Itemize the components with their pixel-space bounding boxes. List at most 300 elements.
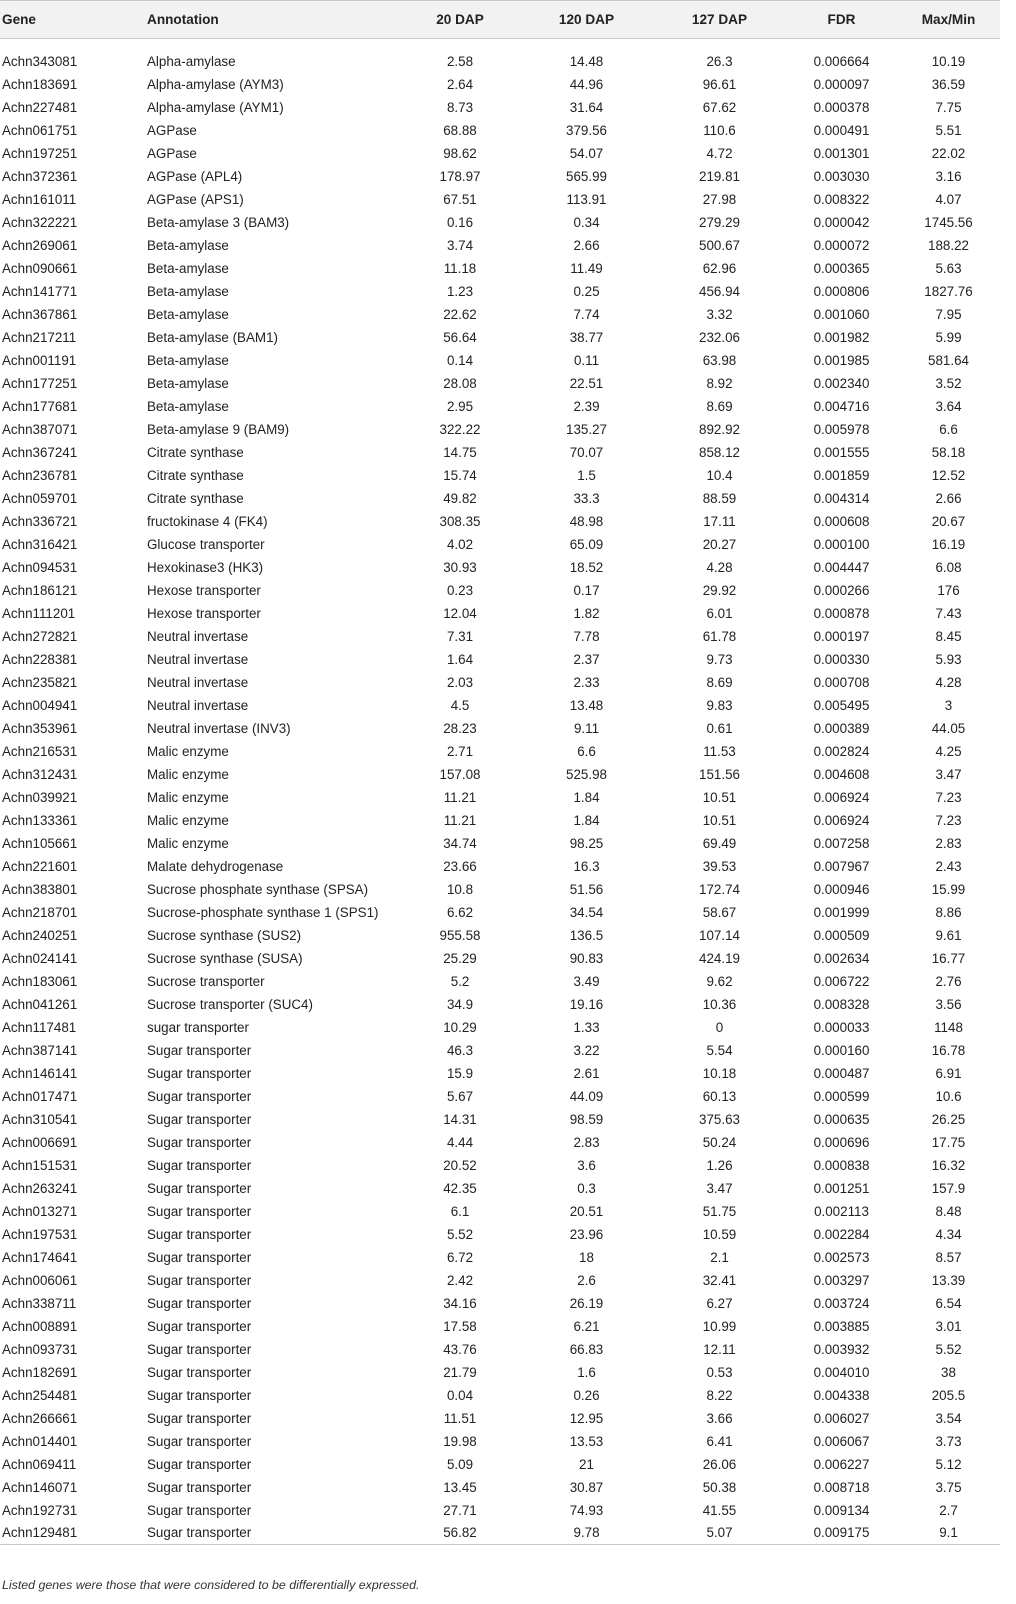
dap127-cell: 8.69 xyxy=(706,398,733,414)
dap20-cell: 67.51 xyxy=(443,191,477,207)
gene-cell: Achn174641 xyxy=(2,1249,78,1265)
annotation-cell: AGPase (APL4) xyxy=(147,168,243,184)
dap120-cell: 70.07 xyxy=(569,444,604,460)
table-row xyxy=(0,763,1000,786)
dap127-cell: 27.98 xyxy=(702,191,737,207)
dap120-cell: 98.59 xyxy=(569,1111,604,1127)
annotation-cell: Sugar transporter xyxy=(147,1249,252,1265)
annotation-cell: Sugar transporter xyxy=(147,1157,252,1173)
max-min-cell: 3.47 xyxy=(935,766,962,782)
dap127-cell: 17.11 xyxy=(703,513,736,529)
dap120-cell: 0.34 xyxy=(573,214,600,230)
dap127-cell: 151.56 xyxy=(699,766,740,782)
header-127-dap: 127 DAP xyxy=(653,1,786,39)
annotation-cell: Sucrose synthase (SUS2) xyxy=(147,927,302,943)
dap127-cell: 8.69 xyxy=(706,674,733,690)
max-min-cell: 1148 xyxy=(934,1019,963,1035)
fdr-cell: 0.000378 xyxy=(813,99,870,115)
annotation-cell: Sugar transporter xyxy=(147,1180,252,1196)
dap20-cell: 98.62 xyxy=(443,145,477,161)
dap127-cell: 6.01 xyxy=(706,605,733,621)
gene-cell: Achn227481 xyxy=(2,99,78,115)
dap120-cell: 33.3 xyxy=(573,490,600,506)
max-min-cell: 4.25 xyxy=(935,743,962,759)
fdr-cell: 0.002340 xyxy=(813,375,870,391)
max-min-cell: 6.91 xyxy=(935,1065,962,1081)
dap127-cell: 279.29 xyxy=(699,214,740,230)
table-row xyxy=(0,1108,1000,1131)
table-row xyxy=(0,464,1000,487)
dap120-cell: 98.25 xyxy=(569,835,604,851)
max-min-cell: 10.19 xyxy=(931,53,966,69)
dap20-cell: 42.35 xyxy=(443,1180,477,1196)
fdr-cell: 0.000330 xyxy=(813,651,870,667)
dap127-cell: 5.07 xyxy=(653,1522,786,1545)
dap20-cell: 2.71 xyxy=(446,743,474,759)
dap20-cell: 25.29 xyxy=(443,950,477,966)
fdr-cell: 0.000708 xyxy=(813,674,870,690)
max-min-cell: 2.83 xyxy=(935,835,962,851)
dap120-cell: 3.49 xyxy=(573,973,600,989)
annotation-cell: Citrate synthase xyxy=(147,490,244,506)
max-min-cell: 176 xyxy=(937,582,960,598)
dap120-cell: 14.48 xyxy=(569,53,604,69)
fdr-cell: 0.000160 xyxy=(813,1042,870,1058)
fdr-cell: 0.006664 xyxy=(813,53,870,69)
gene-cell: Achn192731 xyxy=(2,1502,78,1518)
gene-cell: Achn240251 xyxy=(2,927,78,943)
annotation-cell: Sucrose phosphate synthase (SPSA) xyxy=(147,881,369,897)
fdr-cell: 0.000072 xyxy=(813,237,870,253)
dap20-cell: 8.73 xyxy=(446,99,474,115)
table-row xyxy=(0,648,1000,671)
gene-cell: Achn059701 xyxy=(2,490,78,506)
max-min-cell: 4.07 xyxy=(935,191,962,207)
dap127-cell: 172.74 xyxy=(699,881,740,897)
fdr-cell: 0.006722 xyxy=(813,973,870,989)
max-min-cell: 22.02 xyxy=(931,145,966,161)
dap20-cell: 6.72 xyxy=(446,1249,474,1265)
dap120-cell: 2.66 xyxy=(573,237,600,253)
max-min-cell: 2.66 xyxy=(935,490,962,506)
dap120-cell: 20.51 xyxy=(569,1203,604,1219)
max-min-cell: 44.05 xyxy=(931,720,966,736)
fdr-cell: 0.002634 xyxy=(813,950,870,966)
dap20-cell: 19.98 xyxy=(443,1433,477,1449)
annotation-cell: Sugar transporter xyxy=(147,1134,252,1150)
table-row xyxy=(0,119,1000,142)
max-min-cell: 15.99 xyxy=(931,881,966,897)
dap120-cell: 44.96 xyxy=(569,76,604,92)
dap20-cell: 34.16 xyxy=(443,1295,477,1311)
dap120-cell: 379.56 xyxy=(566,122,607,138)
dap120-cell: 9.11 xyxy=(573,720,600,736)
table-row xyxy=(0,1269,1000,1292)
dap20-cell: 4.44 xyxy=(446,1134,474,1150)
dap120-cell: 0.3 xyxy=(577,1180,596,1196)
fdr-cell: 0.002113 xyxy=(814,1203,869,1219)
gene-cell: Achn069411 xyxy=(2,1456,77,1472)
gene-cell: Achn367241 xyxy=(2,444,78,460)
max-min-cell: 157.9 xyxy=(931,1180,966,1196)
dap120-cell: 90.83 xyxy=(569,950,604,966)
dap127-cell: 10.4 xyxy=(706,467,733,483)
dap20-cell: 5.09 xyxy=(446,1456,474,1472)
dap20-cell: 3.74 xyxy=(446,237,474,253)
dap127-cell: 6.27 xyxy=(706,1295,733,1311)
annotation-cell: Neutral invertase xyxy=(147,674,249,690)
annotation-cell: Beta-amylase xyxy=(147,306,229,322)
max-min-cell: 2.7 xyxy=(939,1502,958,1518)
dap127-cell: 9.62 xyxy=(706,973,733,989)
gene-cell: Achn013271 xyxy=(2,1203,78,1219)
header-120-dap: 120 DAP xyxy=(520,1,653,39)
max-min-cell: 16.78 xyxy=(931,1042,966,1058)
annotation-cell: Malic enzyme xyxy=(147,743,229,759)
gene-cell: Achn004941 xyxy=(2,697,78,713)
gene-cell: Achn197251 xyxy=(2,145,78,161)
annotation-cell: sugar transporter xyxy=(147,1019,249,1035)
table-row xyxy=(0,855,1000,878)
dap127-cell: 58.67 xyxy=(702,904,737,920)
table-row xyxy=(0,1499,1000,1522)
dap20-cell: 0.23 xyxy=(446,582,474,598)
fdr-cell: 0.000389 xyxy=(813,720,870,736)
gene-cell: Achn383801 xyxy=(2,881,78,897)
max-min-cell: 5.51 xyxy=(935,122,962,138)
header-fdr: FDR xyxy=(786,1,897,39)
dap20-cell: 308.35 xyxy=(439,513,481,529)
table-row xyxy=(0,533,1000,556)
fdr-cell: 0.001060 xyxy=(813,306,870,322)
table-row xyxy=(0,671,1000,694)
gene-cell: Achn353961 xyxy=(2,720,78,736)
fdr-cell: 0.001859 xyxy=(813,467,870,483)
annotation-cell: Malic enzyme xyxy=(147,835,229,851)
dap20-cell: 4.5 xyxy=(450,697,470,713)
annotation-cell: Sugar transporter xyxy=(147,1479,252,1495)
annotation-cell: Sucrose synthase (SUSA) xyxy=(147,950,303,966)
fdr-cell: 0.001555 xyxy=(813,444,870,460)
fdr-cell: 0.000266 xyxy=(813,582,870,598)
annotation-cell: Beta-amylase xyxy=(147,237,229,253)
annotation-cell: Malic enzyme xyxy=(147,812,229,828)
annotation-cell: Sugar transporter xyxy=(147,1522,400,1545)
dap20-cell: 49.82 xyxy=(443,490,477,506)
annotation-cell: Beta-amylase (BAM1) xyxy=(147,329,278,345)
max-min-cell: 7.23 xyxy=(935,789,962,805)
gene-cell: Achn236781 xyxy=(2,467,78,483)
annotation-cell: Beta-amylase xyxy=(147,283,229,299)
table-row xyxy=(0,1361,1000,1384)
dap20-cell: 0.04 xyxy=(446,1387,474,1403)
gene-cell: Achn014401 xyxy=(2,1433,78,1449)
max-min-cell: 5.52 xyxy=(935,1341,962,1357)
dap20-cell: 13.45 xyxy=(443,1479,477,1495)
annotation-cell: Neutral invertase xyxy=(147,651,249,667)
max-min-cell: 9.61 xyxy=(935,927,962,943)
table-row xyxy=(0,1315,1000,1338)
dap20-cell: 43.76 xyxy=(443,1341,477,1357)
max-min-cell: 17.75 xyxy=(931,1134,966,1150)
dap127-cell: 88.59 xyxy=(702,490,737,506)
dap120-cell: 18 xyxy=(579,1249,594,1265)
dap120-cell: 65.09 xyxy=(569,536,604,552)
max-min-cell: 16.32 xyxy=(931,1157,966,1173)
dap127-cell: 61.78 xyxy=(702,628,737,644)
table-row xyxy=(0,970,1000,993)
dap20-cell: 30.93 xyxy=(443,559,477,575)
dap20-cell: 34.74 xyxy=(443,835,477,851)
dap120-cell: 11.49 xyxy=(570,260,603,276)
dap20-cell: 10.29 xyxy=(443,1019,477,1035)
annotation-cell: Hexose transporter xyxy=(147,605,261,621)
gene-cell: Achn312431 xyxy=(2,766,78,782)
annotation-cell: Hexokinase3 (HK3) xyxy=(147,559,264,575)
max-min-cell: 3.01 xyxy=(935,1318,962,1334)
dap120-cell: 6.21 xyxy=(573,1318,600,1334)
gene-cell: Achn272821 xyxy=(2,628,78,644)
max-min-cell: 1827.76 xyxy=(924,283,973,299)
dap127-cell: 424.19 xyxy=(699,950,740,966)
table-row xyxy=(0,73,1000,96)
dap120-cell: 3.6 xyxy=(577,1157,596,1173)
dap127-cell: 10.59 xyxy=(702,1226,737,1242)
table-row xyxy=(0,1200,1000,1223)
dap20-cell: 10.8 xyxy=(446,881,474,897)
dap127-cell: 67.62 xyxy=(702,99,737,115)
dap20-cell: 15.9 xyxy=(446,1065,474,1081)
dap120-cell: 13.53 xyxy=(569,1433,604,1449)
table-row xyxy=(0,832,1000,855)
gene-cell: Achn017471 xyxy=(2,1088,78,1104)
dap20-cell: 5.2 xyxy=(450,973,470,989)
table-row xyxy=(0,1085,1000,1108)
gene-cell: Achn197531 xyxy=(2,1226,78,1242)
fdr-cell: 0.001301 xyxy=(813,145,870,161)
table-row xyxy=(0,993,1000,1016)
dap127-cell: 10.51 xyxy=(702,789,737,805)
dap120-cell: 22.51 xyxy=(569,375,604,391)
fdr-cell: 0.000033 xyxy=(813,1019,870,1035)
dap127-cell: 892.92 xyxy=(699,421,740,437)
gene-cell: Achn024141 xyxy=(2,950,78,966)
annotation-cell: Malate dehydrogenase xyxy=(147,858,284,874)
table-row xyxy=(0,441,1000,464)
dap127-cell: 51.75 xyxy=(702,1203,737,1219)
gene-cell: Achn129481 xyxy=(0,1522,147,1545)
annotation-cell: Sucrose transporter (SUC4) xyxy=(147,996,313,1012)
fdr-cell: 0.000197 xyxy=(813,628,870,644)
table-row xyxy=(0,1407,1000,1430)
dap120-cell: 1.84 xyxy=(573,812,600,828)
header-row xyxy=(0,1,1000,39)
dap127-cell: 0.61 xyxy=(706,720,733,736)
dap20-cell: 56.82 xyxy=(400,1522,520,1545)
dap127-cell: 9.83 xyxy=(706,697,733,713)
dap127-cell: 456.94 xyxy=(699,283,740,299)
annotation-cell: Sugar transporter xyxy=(147,1203,252,1219)
annotation-cell: Beta-amylase xyxy=(147,398,229,414)
dap127-cell: 29.92 xyxy=(702,582,737,598)
max-min-cell: 58.18 xyxy=(931,444,966,460)
dap120-cell: 21 xyxy=(579,1456,594,1472)
fdr-cell: 0.003885 xyxy=(813,1318,870,1334)
dap127-cell: 10.18 xyxy=(702,1065,737,1081)
dap120-cell: 1.6 xyxy=(577,1364,596,1380)
table-row xyxy=(0,1016,1000,1039)
fdr-cell: 0.003724 xyxy=(813,1295,870,1311)
dap127-cell: 39.53 xyxy=(702,858,737,874)
annotation-cell: Neutral invertase xyxy=(147,628,249,644)
annotation-cell: Sucrose-phosphate synthase 1 (SPS1) xyxy=(147,904,379,920)
dap120-cell: 30.87 xyxy=(569,1479,604,1495)
dap127-cell: 10.36 xyxy=(702,996,737,1012)
gene-cell: Achn254481 xyxy=(2,1387,78,1403)
fdr-cell: 0.000365 xyxy=(813,260,870,276)
fdr-cell: 0.000806 xyxy=(813,283,870,299)
fdr-cell: 0.005978 xyxy=(813,421,870,437)
fdr-cell: 0.001999 xyxy=(813,904,870,920)
dap127-cell: 9.73 xyxy=(706,651,733,667)
header-gene: Gene xyxy=(0,1,147,39)
dap127-cell: 69.49 xyxy=(702,835,737,851)
dap127-cell: 107.14 xyxy=(699,927,740,943)
gene-cell: Achn177681 xyxy=(2,398,78,414)
fdr-cell: 0.000696 xyxy=(813,1134,870,1150)
max-min-cell: 8.86 xyxy=(935,904,962,920)
table-row xyxy=(0,579,1000,602)
max-min-cell: 9.1 xyxy=(897,1522,1000,1545)
dap20-cell: 28.08 xyxy=(443,375,477,391)
dap127-cell: 110.6 xyxy=(703,122,736,138)
fdr-cell: 0.000878 xyxy=(813,605,870,621)
table-row xyxy=(0,1338,1000,1361)
gene-cell: Achn221601 xyxy=(2,858,78,874)
dap120-cell: 19.16 xyxy=(569,996,604,1012)
dap120-cell: 1.82 xyxy=(573,605,600,621)
max-min-cell: 12.52 xyxy=(931,467,966,483)
dap20-cell: 11.21 xyxy=(443,812,477,828)
dap120-cell: 0.11 xyxy=(573,352,600,368)
gene-cell: Achn218701 xyxy=(2,904,78,920)
gene-cell: Achn269061 xyxy=(2,237,78,253)
dap120-cell: 2.61 xyxy=(573,1065,600,1081)
max-min-cell: 3.73 xyxy=(935,1433,962,1449)
dap120-cell: 34.54 xyxy=(569,904,604,920)
gene-cell: Achn161011 xyxy=(2,191,77,207)
dap127-cell: 4.72 xyxy=(706,145,733,161)
dap120-cell: 66.83 xyxy=(569,1341,604,1357)
dap20-cell: 23.66 xyxy=(443,858,477,874)
fdr-cell: 0.002824 xyxy=(813,743,870,759)
table-row xyxy=(0,786,1000,809)
dap127-cell: 500.67 xyxy=(699,237,740,253)
dap120-cell: 16.3 xyxy=(573,858,600,874)
fdr-cell: 0.001251 xyxy=(813,1180,870,1196)
dap20-cell: 955.58 xyxy=(439,927,481,943)
dap120-cell: 31.64 xyxy=(569,99,604,115)
annotation-cell: Alpha-amylase xyxy=(147,53,236,69)
table-row xyxy=(0,1131,1000,1154)
gene-cell: Achn133361 xyxy=(2,812,78,828)
dap127-cell: 3.32 xyxy=(706,306,733,322)
dap20-cell: 0.14 xyxy=(446,352,474,368)
fdr-cell: 0.003297 xyxy=(813,1272,870,1288)
max-min-cell: 7.43 xyxy=(935,605,962,621)
annotation-cell: Citrate synthase xyxy=(147,444,244,460)
dap127-cell: 5.54 xyxy=(706,1042,733,1058)
table-footnote: Listed genes were those that were considered to be differentially expressed. xyxy=(2,1578,420,1592)
annotation-cell: Neutral invertase xyxy=(147,697,249,713)
dap127-cell: 63.98 xyxy=(702,352,737,368)
dap120-cell: 6.6 xyxy=(577,743,596,759)
dap127-cell: 3.47 xyxy=(706,1180,733,1196)
annotation-cell: Neutral invertase (INV3) xyxy=(147,720,291,736)
table-row xyxy=(0,1384,1000,1407)
fdr-cell: 0.007258 xyxy=(813,835,870,851)
fdr-cell: 0.004314 xyxy=(813,490,870,506)
max-min-cell: 38 xyxy=(941,1364,956,1380)
dap127-cell: 2.1 xyxy=(710,1249,729,1265)
dap120-cell: 3.22 xyxy=(573,1042,600,1058)
gene-cell: Achn322221 xyxy=(2,214,78,230)
gene-cell: Achn183061 xyxy=(2,973,78,989)
annotation-cell: Sugar transporter xyxy=(147,1318,252,1334)
dap20-cell: 2.03 xyxy=(446,674,474,690)
fdr-cell: 0.003030 xyxy=(813,168,870,184)
header-max-min: Max/Min xyxy=(897,1,1000,39)
max-min-cell: 20.67 xyxy=(931,513,966,529)
fdr-cell: 0.000487 xyxy=(813,1065,870,1081)
fdr-cell: 0.000042 xyxy=(813,214,870,230)
table-row xyxy=(0,188,1000,211)
dap120-cell: 2.33 xyxy=(573,674,600,690)
fdr-cell: 0.004010 xyxy=(813,1364,870,1380)
max-min-cell: 2.43 xyxy=(935,858,962,874)
dap127-cell: 219.81 xyxy=(699,168,740,184)
max-min-cell: 3.64 xyxy=(935,398,962,414)
gene-cell: Achn061751 xyxy=(2,122,78,138)
table-row xyxy=(0,602,1000,625)
dap120-cell: 565.99 xyxy=(566,168,607,184)
gene-cell: Achn041261 xyxy=(2,996,78,1012)
dap127-cell: 12.11 xyxy=(703,1341,736,1357)
table-body xyxy=(0,39,1000,1545)
table-row xyxy=(0,1430,1000,1453)
table-row xyxy=(0,1453,1000,1476)
dap20-cell: 5.67 xyxy=(446,1088,474,1104)
fdr-cell: 0.002284 xyxy=(813,1226,870,1242)
gene-cell: Achn001191 xyxy=(2,352,77,368)
dap120-cell: 12.95 xyxy=(569,1410,604,1426)
dap127-cell: 8.22 xyxy=(706,1387,733,1403)
dap127-cell: 6.41 xyxy=(706,1433,733,1449)
annotation-cell: Alpha-amylase (AYM1) xyxy=(147,99,284,115)
dap127-cell: 20.27 xyxy=(702,536,737,552)
table-row xyxy=(0,1062,1000,1085)
gene-cell: Achn367861 xyxy=(2,306,78,322)
dap20-cell: 7.31 xyxy=(446,628,474,644)
fdr-cell: 0.004447 xyxy=(813,559,870,575)
table-row xyxy=(0,901,1000,924)
gene-cell: Achn182691 xyxy=(2,1364,78,1380)
gene-cell: Achn217211 xyxy=(2,329,77,345)
table-row xyxy=(0,1476,1000,1499)
dap20-cell: 6.1 xyxy=(450,1203,470,1219)
table-row xyxy=(0,211,1000,234)
dap120-cell: 38.77 xyxy=(569,329,604,345)
